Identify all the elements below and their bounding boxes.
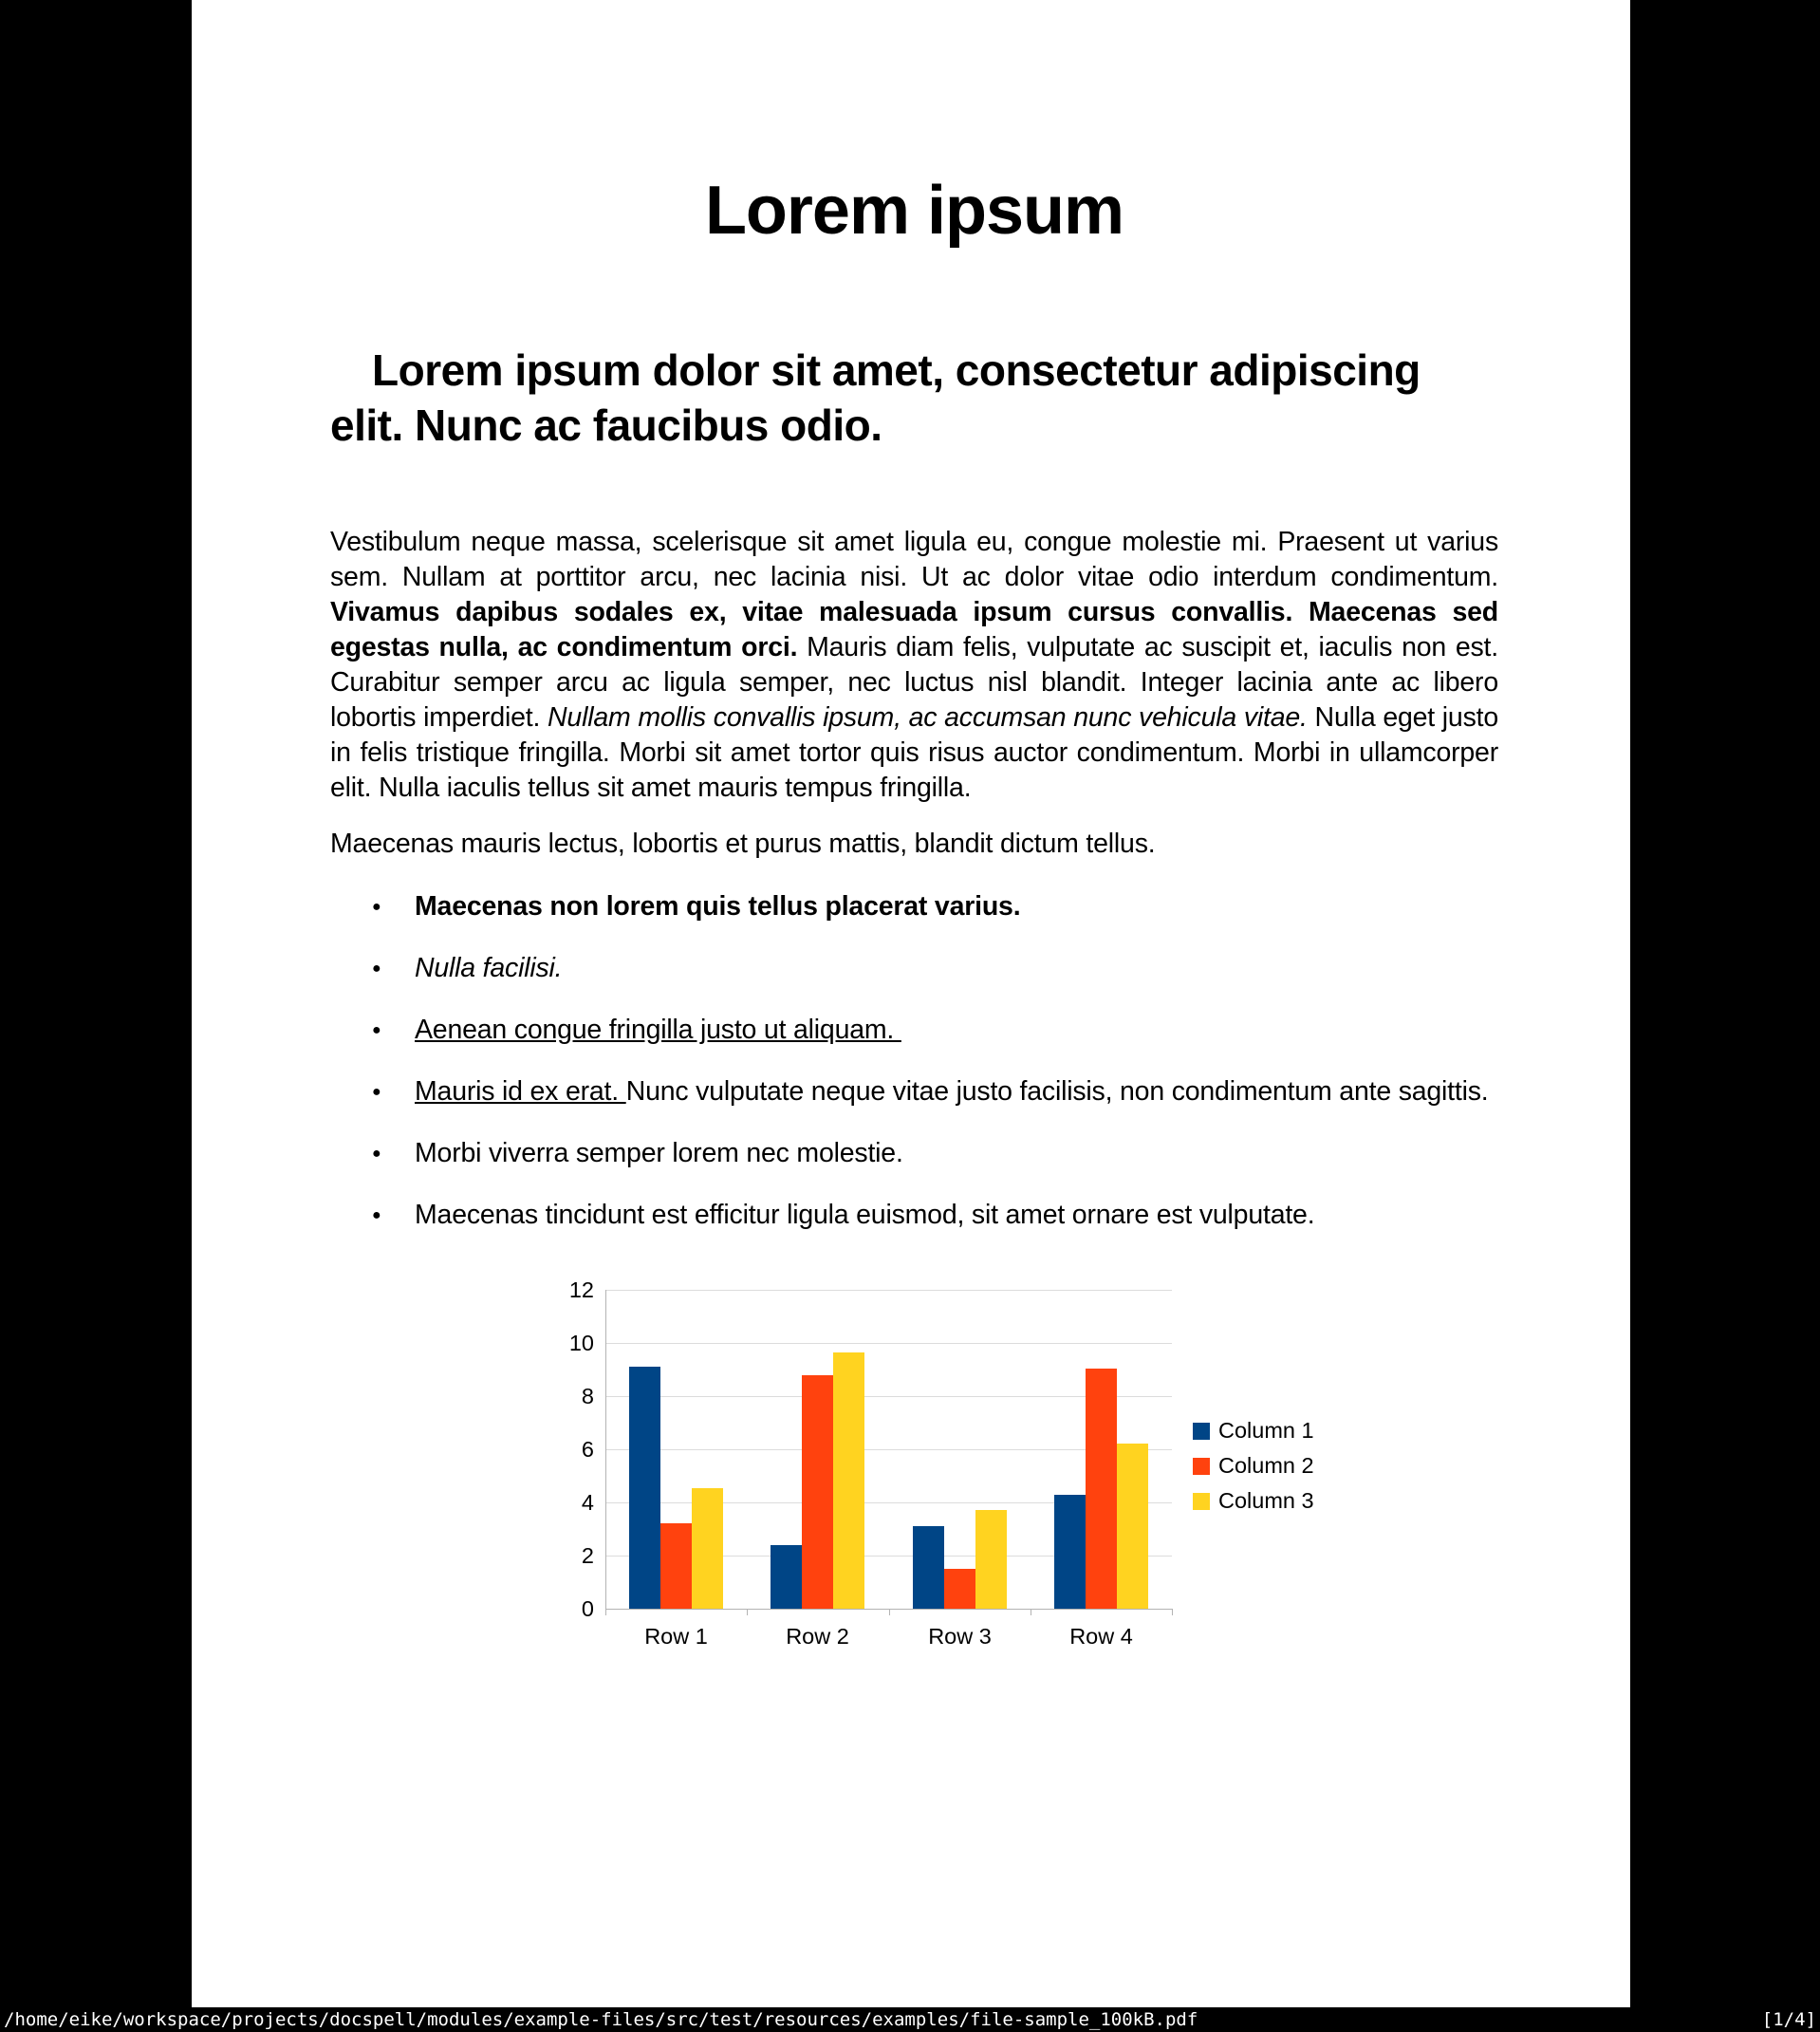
chart-bar [913, 1526, 944, 1609]
legend-label: Column 2 [1218, 1453, 1314, 1478]
chart-bar [771, 1545, 802, 1609]
chart-bar [944, 1569, 975, 1609]
chart-bar [629, 1367, 660, 1609]
legend-item [1193, 1448, 1314, 1483]
list-item-text: Maecenas non lorem quis tellus placerat varius. [415, 891, 1021, 922]
paragraph-1-run-normal-3: Nulla eget justo in felis tristique fringilla. Morbi sit amet tortor quis risus auctor condimentum. Morbi in ullamcorper elit. Nulla iaculis tellus sit amet mauris tempus fringilla. [330, 702, 1498, 803]
list-item-text: Nulla facilisi. [415, 953, 563, 983]
list-item-text: Maecenas tincidunt est efficitur ligula euismod, sit amet ornare est vulputate. [415, 1200, 1315, 1230]
status-bar [0, 2007, 1820, 2032]
chart-bar [692, 1488, 723, 1609]
list-item-text: Morbi viverra semper lorem nec molestie. [415, 1138, 903, 1168]
legend-label: Column 1 [1218, 1418, 1314, 1443]
subtitle-line-1: Lorem ipsum dolor sit amet, consectetur adipiscing [372, 345, 1421, 395]
x-axis-category-label: Row 2 [786, 1624, 849, 1649]
y-axis-tick-label: 8 [581, 1384, 594, 1408]
list-item [330, 1136, 1498, 1171]
x-axis-tick [1172, 1609, 1173, 1615]
legend-swatch [1193, 1493, 1210, 1510]
list-item [330, 1074, 1498, 1109]
document-subtitle [330, 343, 1498, 453]
paragraph-1-run-normal-2: Mauris diam felis, vulputate ac suscipit et, iaculis non est. Curabitur semper arcu ac ligula semper, nec luctus nisl blandit. Integer lacinia ante ac libero lobortis imperdiet. [330, 632, 1498, 733]
subtitle-line-2: elit. Nunc ac faucibus odio. [330, 401, 882, 450]
legend-item [1193, 1483, 1314, 1519]
paragraph-2: Maecenas mauris lectus, lobortis et purus mattis, blandit dictum tellus. [330, 829, 1156, 859]
list-item [330, 951, 1498, 986]
paragraph-1-run-normal-1: Vestibulum neque massa, scelerisque sit amet ligula eu, congue molestie mi. Praesent ut varius sem. Nullam at porttitor arcu, nec lacinia nisi. Ut ac dolor vitae odio interdum condimentum. [330, 527, 1498, 592]
y-axis-tick-label: 0 [581, 1596, 594, 1621]
y-axis-tick-label: 2 [581, 1543, 594, 1568]
chart-bar [1117, 1444, 1148, 1609]
list-item-text: Aenean congue fringilla justo ut aliquam. [415, 1015, 901, 1045]
chart-gridline [605, 1290, 1172, 1291]
bar-chart [330, 1275, 1498, 1683]
document-page [192, 0, 1630, 2007]
file-path: /home/eike/workspace/projects/docspell/modules/example-files/src/test/resources/examples/file-sample_100kB.pdf [4, 2009, 1198, 2030]
list-item [330, 889, 1498, 924]
x-axis-category-label: Row 1 [644, 1624, 708, 1649]
chart-bar [660, 1523, 692, 1609]
x-axis-tick [605, 1609, 606, 1615]
list-item-text: Nunc vulputate neque vitae justo facilisis, non condimentum ante sagittis. [625, 1076, 1489, 1107]
chart-legend [1193, 1413, 1314, 1519]
legend-item [1193, 1413, 1314, 1448]
y-axis-tick-label: 10 [568, 1331, 594, 1355]
bullet-list [330, 889, 1498, 1233]
paragraph-1 [330, 525, 1498, 806]
list-item-text: Mauris id ex erat. [415, 1076, 626, 1107]
paragraph-1-run-italic: Nullam mollis convallis ipsum, ac accumsan nunc vehicula vitae. [548, 702, 1308, 733]
chart-gridline [605, 1343, 1172, 1344]
document-title: Lorem ipsum [704, 173, 1124, 249]
legend-label: Column 3 [1218, 1488, 1314, 1513]
chart-bar [975, 1510, 1007, 1609]
list-item [330, 1198, 1498, 1233]
chart-bar [833, 1352, 864, 1609]
x-axis-tick [889, 1609, 890, 1615]
list-item [330, 1013, 1498, 1048]
chart-bar [1086, 1369, 1117, 1609]
y-axis-tick-label: 6 [581, 1437, 594, 1462]
x-axis-category-label: Row 4 [1069, 1624, 1133, 1649]
paragraph-1-run-bold: Vivamus dapibus sodales ex, vitae malesuada ipsum cursus convallis. Maecenas sed egestas nulla, ac condimentum orci. [330, 597, 1498, 662]
y-axis-tick-label: 12 [568, 1277, 594, 1302]
x-axis-category-label: Row 3 [928, 1624, 992, 1649]
page-indicator: [1/4] [1761, 2009, 1816, 2030]
legend-swatch [1193, 1423, 1210, 1440]
y-axis-line [605, 1290, 606, 1609]
legend-swatch [1193, 1458, 1210, 1475]
chart-bar [802, 1375, 833, 1609]
y-axis-tick-label: 4 [581, 1490, 594, 1515]
chart-bar [1054, 1495, 1086, 1609]
x-axis-tick [747, 1609, 748, 1615]
